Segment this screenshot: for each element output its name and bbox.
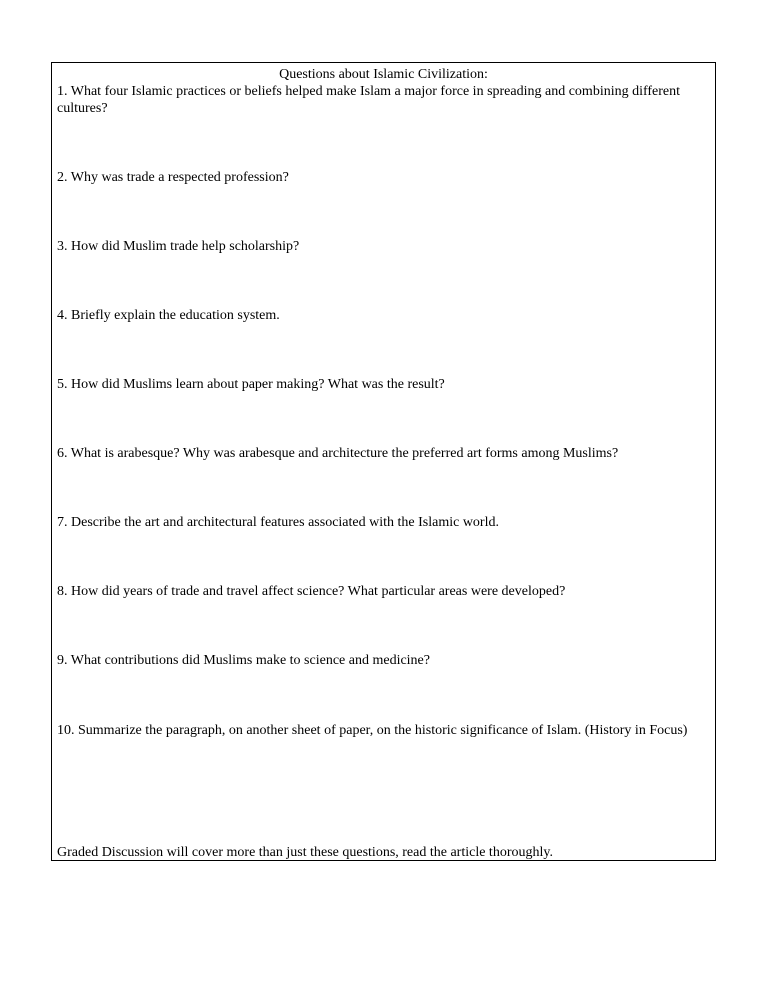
question-7: 7. Describe the art and architectural features associated with the Islamic world. [57,515,499,530]
worksheet-box [51,62,716,861]
question-8: 8. How did years of trade and travel affect science? What particular areas were developed? [57,584,566,599]
question-10: 10. Summarize the paragraph, on another sheet of paper, on the historic significance of Islam. (History in Focus) [57,723,688,738]
question-4: 4. Briefly explain the education system. [57,308,280,323]
question-1: 1. What four Islamic practices or beliefs helped make Islam a major force in spreading and combining different cultures? [57,84,681,116]
question-3: 3. How did Muslim trade help scholarship? [57,239,300,254]
question-2: 2. Why was trade a respected profession? [57,170,289,185]
worksheet-title: Questions about Islamic Civilization: [279,67,488,82]
question-9: 9. What contributions did Muslims make to science and medicine? [57,653,430,668]
question-5: 5. How did Muslims learn about paper making? What was the result? [57,377,445,392]
question-6: 6. What is arabesque? Why was arabesque and architecture the preferred art forms among Muslims? [57,446,619,461]
footer-note: Graded Discussion will cover more than just these questions, read the article thoroughly. [57,845,553,860]
